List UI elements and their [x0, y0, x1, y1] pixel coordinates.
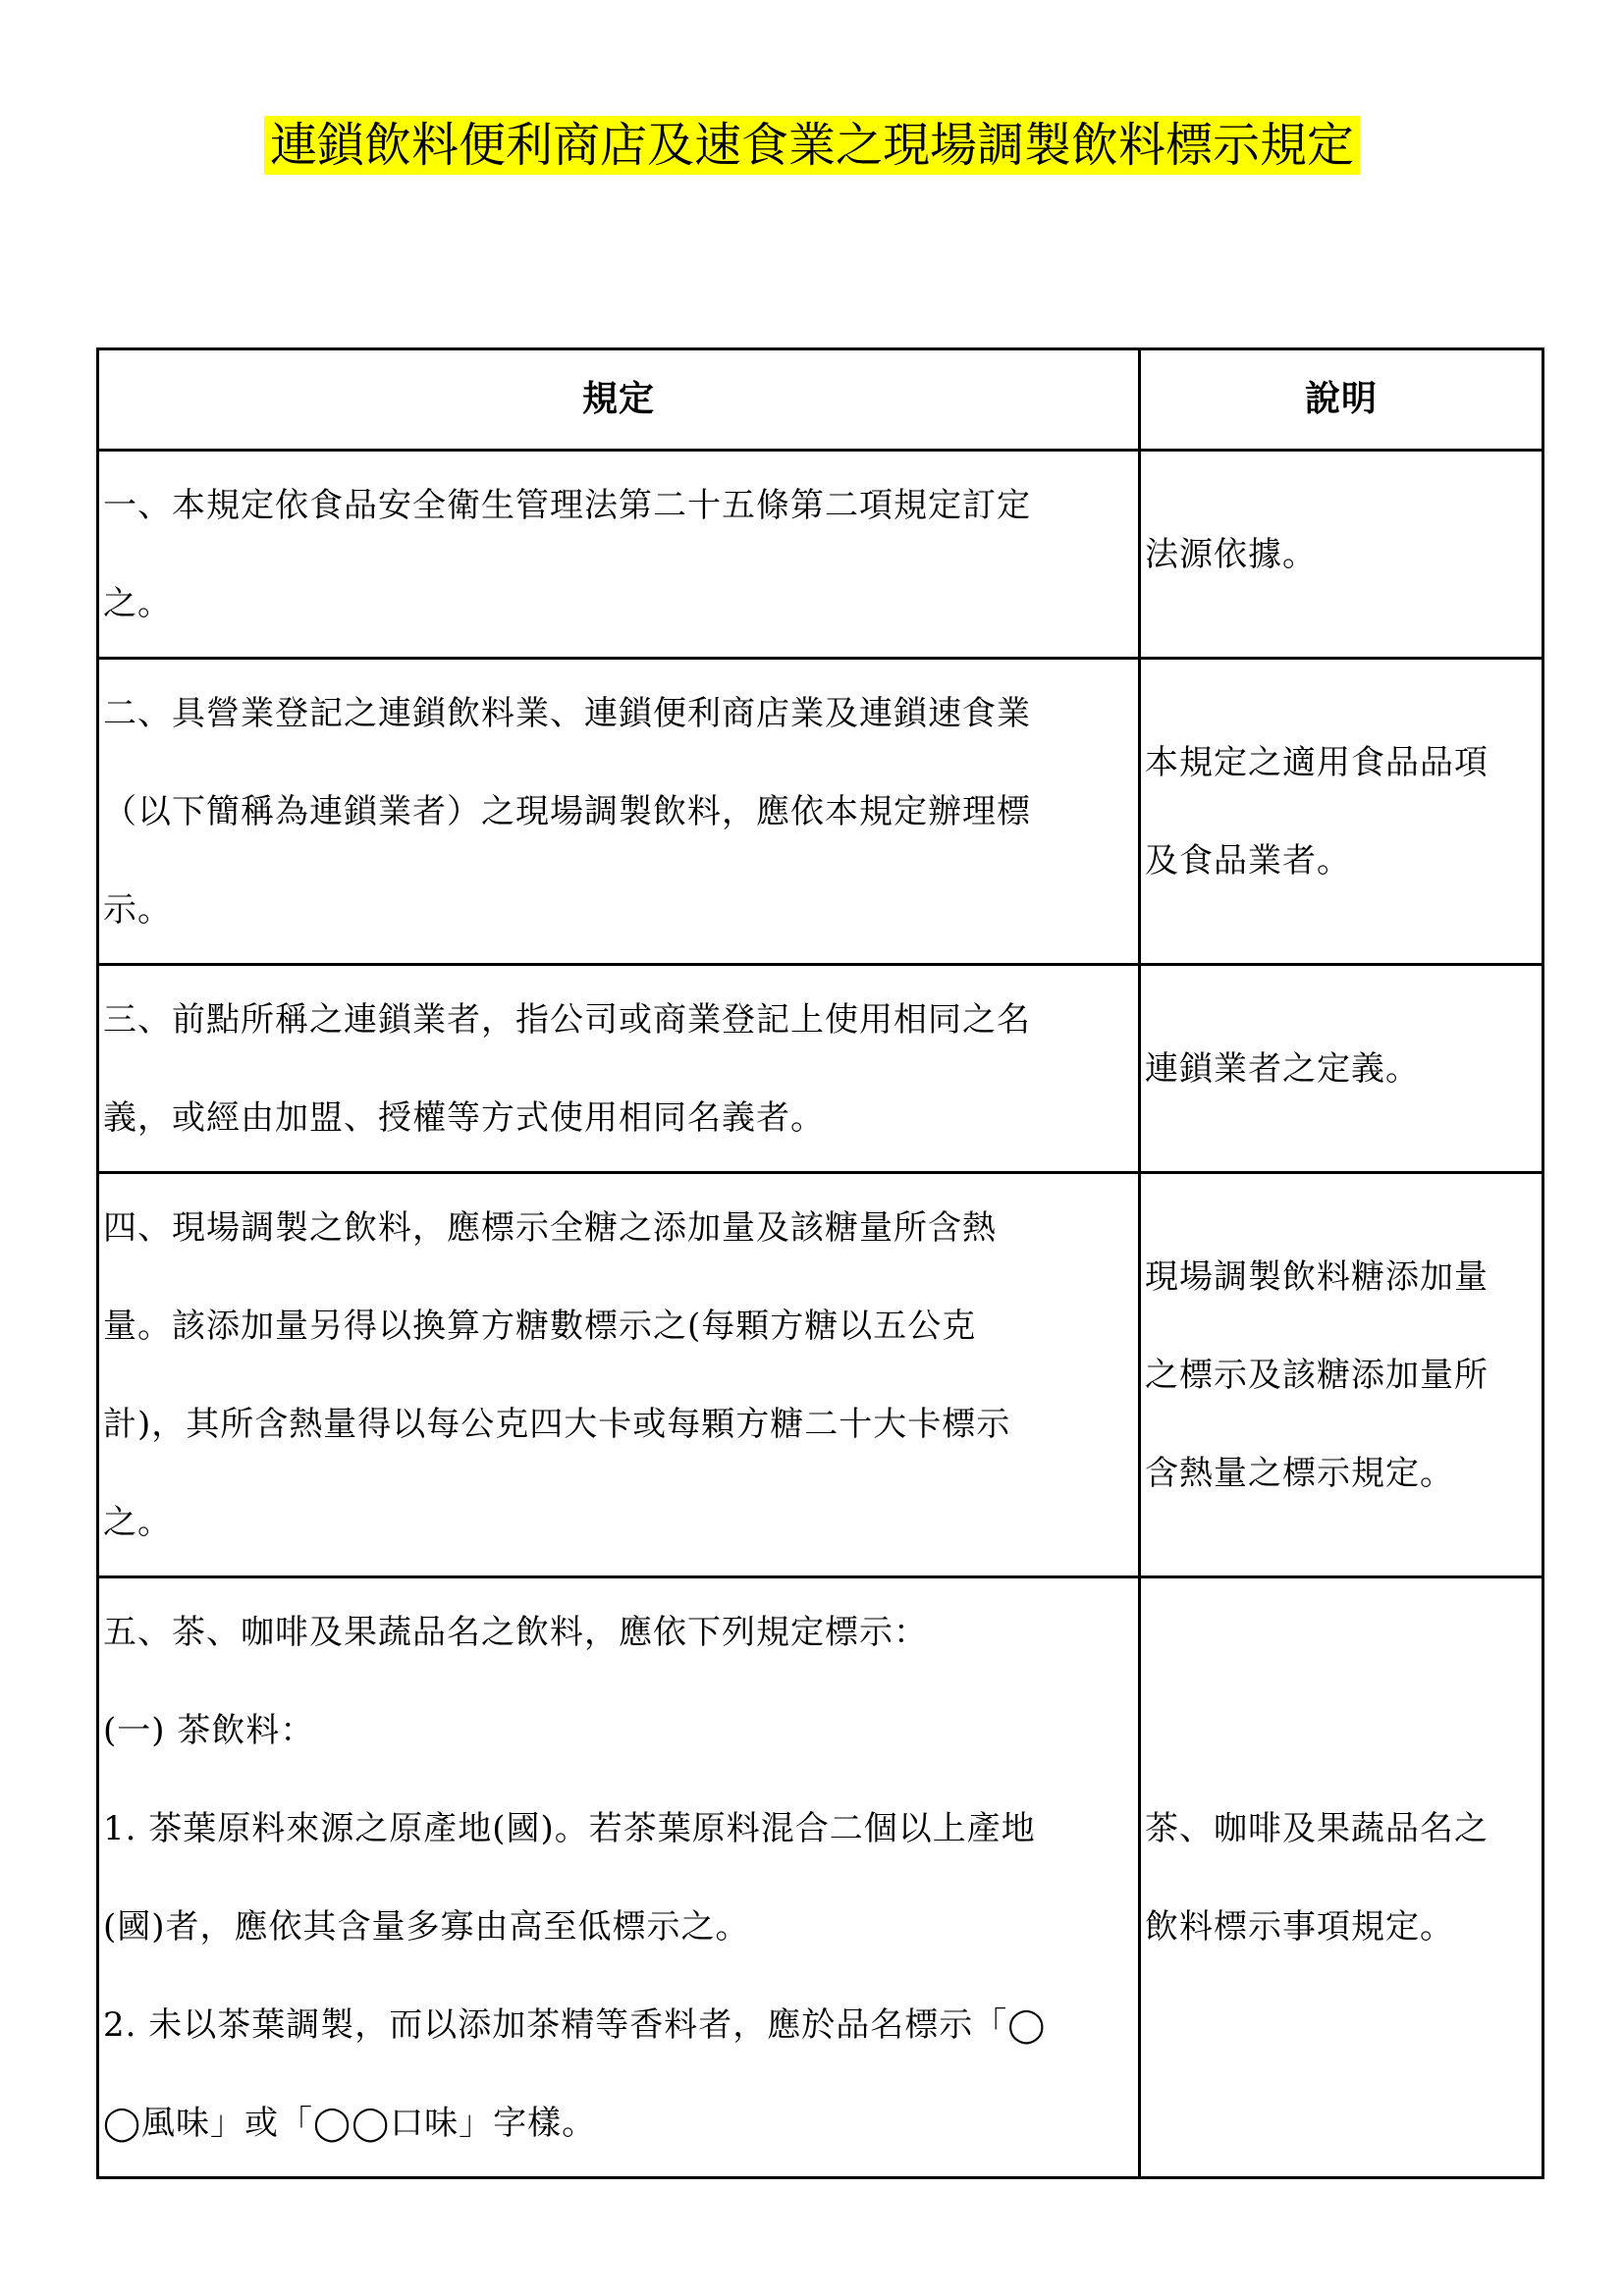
- rules-table: [96, 347, 1544, 2179]
- document-title: [0, 116, 1624, 175]
- rule-line: 義，或經由加盟、授權等方式使用相同名義者。: [103, 1097, 825, 1138]
- table-row: [98, 451, 1543, 659]
- rule-line: 計)，其所含熱量得以每公克四大卡或每顆方糖二十大卡標示: [103, 1404, 1011, 1444]
- note-line: 連鎖業者之定義。: [1145, 1048, 1420, 1089]
- rule-line: (一) 茶飲料：: [103, 1710, 315, 1750]
- rule-cell: [98, 965, 1140, 1173]
- rule-cell: [98, 451, 1140, 659]
- rule-line: 四、現場調製之飲料，應標示全糖之添加量及該糖量所含熱: [103, 1207, 997, 1248]
- rule-line: 1. 茶葉原料來源之原產地(國)。若茶葉原料混合二個以上產地: [103, 1808, 1036, 1848]
- note-cell: [1140, 965, 1543, 1173]
- rule-line: 之。: [103, 1502, 172, 1542]
- note-line: 現場調製飲料糖添加量: [1145, 1256, 1489, 1297]
- note-cell: [1140, 1577, 1543, 2178]
- rule-line: 2. 未以茶葉調製，而以添加茶精等香料者，應於品名標示「◯: [103, 2004, 1047, 2045]
- rule-line: 示。: [103, 889, 172, 930]
- rule-cell: [98, 659, 1140, 965]
- note-line: 及食品業者。: [1145, 840, 1351, 881]
- rule-line: （以下簡稱為連鎖業者）之現場調製飲料，應依本規定辦理標: [103, 791, 1031, 831]
- table-header-row: [98, 349, 1543, 451]
- header-rule: 規定: [98, 349, 1140, 451]
- note-line: 含熱量之標示規定。: [1145, 1453, 1454, 1493]
- rule-line: 量。該添加量另得以換算方糖數標示之(每顆方糖以五公克: [103, 1306, 977, 1346]
- table-row: [98, 1173, 1543, 1577]
- note-cell: [1140, 1173, 1543, 1577]
- rule-line: 二、具營業登記之連鎖飲料業、連鎖便利商店業及連鎖速食業: [103, 693, 1031, 733]
- rule-line: (國)者，應依其含量多寡由高至低標示之。: [103, 1906, 750, 1947]
- table-row: [98, 1577, 1543, 2178]
- note-line: 之標示及該糖添加量所: [1145, 1355, 1489, 1395]
- document-title-text: 連鎖飲料便利商店及速食業之現場調製飲料標示規定: [264, 116, 1360, 175]
- rule-line: ◯風味」或「◯◯口味」字樣。: [103, 2103, 597, 2143]
- table-row: [98, 965, 1543, 1173]
- rule-line: 三、前點所稱之連鎖業者，指公司或商業登記上使用相同之名: [103, 999, 1031, 1040]
- note-line: 茶、咖啡及果蔬品名之: [1145, 1808, 1489, 1848]
- note-line: 本規定之適用食品品項: [1145, 742, 1489, 782]
- rule-cell: [98, 1173, 1140, 1577]
- header-note: 說明: [1140, 349, 1543, 451]
- note-cell: [1140, 451, 1543, 659]
- rule-line: 一、本規定依食品安全衛生管理法第二十五條第二項規定訂定: [103, 485, 1031, 525]
- rule-line: 五、茶、咖啡及果蔬品名之飲料，應依下列規定標示：: [103, 1612, 928, 1652]
- table-row: [98, 659, 1543, 965]
- note-cell: [1140, 659, 1543, 965]
- rule-line: 之。: [103, 583, 172, 623]
- note-line: 法源依據。: [1145, 534, 1317, 574]
- rule-cell: [98, 1577, 1140, 2178]
- note-line: 飲料標示事項規定。: [1145, 1906, 1454, 1947]
